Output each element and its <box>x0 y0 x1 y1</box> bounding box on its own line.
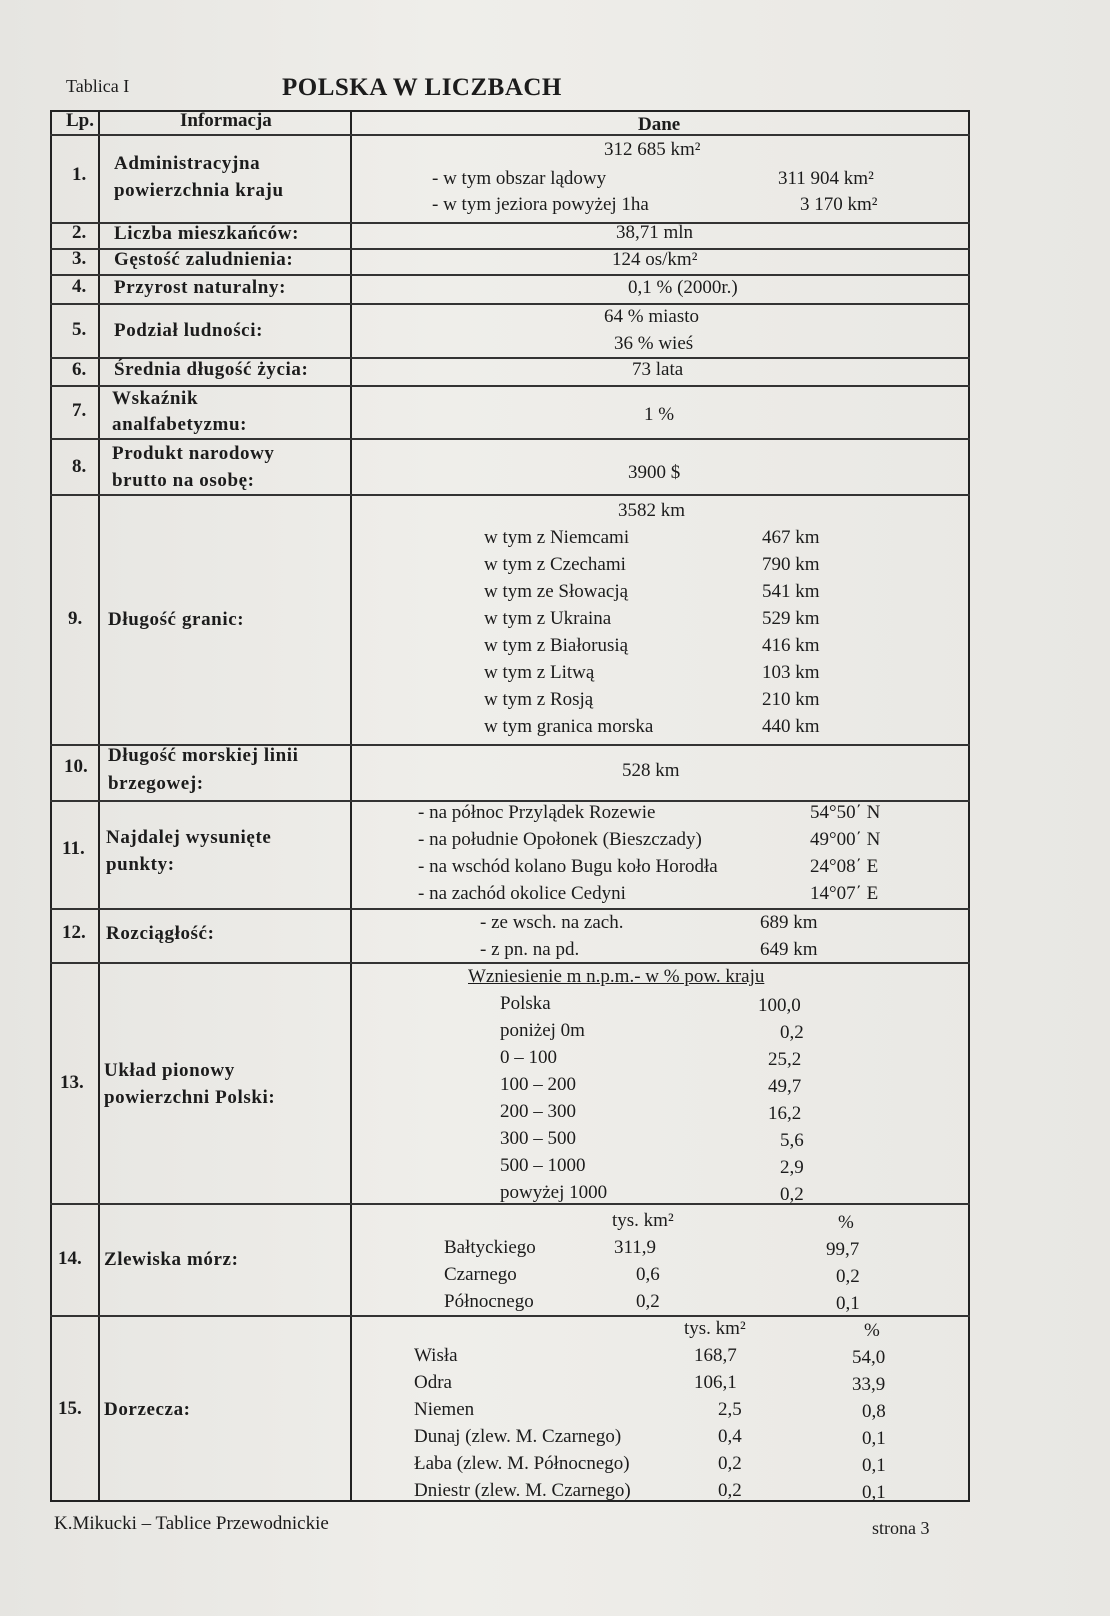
list-item-value: 33,9 <box>852 1374 886 1395</box>
list-item-value: 0,1 <box>862 1482 886 1503</box>
list-item-value: 54°50΄ N <box>810 802 881 823</box>
list-item-name: Polska <box>500 993 551 1014</box>
list-item-value: 0,8 <box>862 1401 886 1422</box>
list-item-name: w tym ze Słowacją <box>484 581 629 602</box>
row-number: 1. <box>72 164 87 185</box>
list-item-name: Dunaj (zlew. M. Czarnego) <box>414 1426 622 1447</box>
row-value: 73 lata <box>632 359 684 380</box>
list-item-area: 0,2 <box>718 1480 742 1501</box>
row-sub-value: 3 170 km² <box>800 194 878 215</box>
list-item-name: w tym z Rosją <box>484 689 594 710</box>
percent-header: % <box>864 1320 880 1341</box>
list-item-value: 529 km <box>762 608 820 629</box>
list-item-value: 0,1 <box>862 1428 886 1449</box>
row-sub-label: - w tym obszar lądowy <box>432 168 607 189</box>
list-item-value: 0,2 <box>836 1266 860 1287</box>
list-item-name: Niemen <box>414 1399 475 1420</box>
row-label: Długość granic: <box>108 609 245 630</box>
list-item-value: 14°07΄ E <box>810 883 879 904</box>
list-item-name: Północnego <box>444 1291 534 1312</box>
list-item-name: Dniestr (zlew. M. Czarnego) <box>414 1480 631 1501</box>
row-value: 124 os/km² <box>612 249 698 270</box>
list-item-area: 168,7 <box>694 1345 737 1366</box>
list-item-name: 200 – 300 <box>500 1101 576 1122</box>
list-item-value: 467 km <box>762 527 820 548</box>
col-divider-lp <box>98 110 100 1502</box>
list-item-name: 300 – 500 <box>500 1128 576 1149</box>
row-sub-label: - ze wsch. na zach. <box>480 912 624 933</box>
row-label: Przyrost naturalny: <box>114 277 286 298</box>
list-item-name: w tym granica morska <box>484 716 654 737</box>
list-item-name: w tym z Białorusią <box>484 635 629 656</box>
list-item-area: 106,1 <box>694 1372 737 1393</box>
list-item-name: 500 – 1000 <box>500 1155 586 1176</box>
row-label: Układ pionowy <box>104 1060 235 1081</box>
col-header-info: Informacja <box>180 110 272 131</box>
row-divider <box>50 962 970 964</box>
row-label: Dorzecza: <box>104 1399 191 1420</box>
list-item-value: 103 km <box>762 662 820 683</box>
row-number: 5. <box>72 319 87 340</box>
row-number: 15. <box>58 1398 82 1419</box>
row-divider <box>50 303 970 305</box>
row-value: 0,1 % (2000r.) <box>628 277 738 298</box>
table-label: Tablica I <box>66 76 130 96</box>
row-number: 13. <box>60 1072 84 1093</box>
list-item-name: - na południe Opołonek (Bieszczady) <box>418 829 702 850</box>
list-item-value: 54,0 <box>852 1347 886 1368</box>
row-value: 38,71 mln <box>616 222 694 243</box>
row-number: 4. <box>72 276 87 297</box>
row-number: 10. <box>64 756 88 777</box>
row-label: powierzchnia kraju <box>114 180 284 201</box>
list-item-area: 0,4 <box>718 1426 742 1447</box>
row-label: brzegowej: <box>108 773 204 794</box>
list-item-name: Czarnego <box>444 1264 517 1285</box>
row-value: 36 % wieś <box>614 333 694 354</box>
list-item-name: w tym z Czechami <box>484 554 626 575</box>
list-item-name: w tym z Ukraina <box>484 608 612 629</box>
list-item-name: w tym z Litwą <box>484 662 595 683</box>
row-value: 64 % miasto <box>604 306 699 327</box>
percent-header: % <box>838 1212 854 1233</box>
list-item-name: Odra <box>414 1372 452 1393</box>
list-item-value: 49,7 <box>768 1076 802 1097</box>
unit-header: tys. km² <box>612 1210 674 1231</box>
row-sub-label: - w tym jeziora powyżej 1ha <box>432 194 649 215</box>
row-label: brutto na osobę: <box>112 470 255 491</box>
list-item-value: 24°08΄ E <box>810 856 879 877</box>
list-item-name: 0 – 100 <box>500 1047 557 1068</box>
row-label: Wskaźnik <box>112 388 199 409</box>
row-sub-value: 649 km <box>760 939 818 960</box>
list-item-value: 790 km <box>762 554 820 575</box>
unit-header: tys. km² <box>684 1318 746 1339</box>
row-divider <box>50 908 970 910</box>
row-sub-label: - z pn. na pd. <box>480 939 580 960</box>
page-number: strona 3 <box>872 1518 930 1538</box>
list-item-value: 0,1 <box>836 1293 860 1314</box>
list-item-name: - na północ Przylądek Rozewie <box>418 802 656 823</box>
list-item-area: 0,6 <box>636 1264 660 1285</box>
row-sub-value: 311 904 km² <box>778 168 874 189</box>
list-item-area: 0,2 <box>718 1453 742 1474</box>
row-number: 11. <box>62 838 85 859</box>
row-divider <box>50 494 970 496</box>
list-item-value: 0,2 <box>780 1184 804 1205</box>
row-number: 8. <box>72 456 87 477</box>
row-label: punkty: <box>106 854 175 875</box>
list-item-name: - na zachód okolice Cedyni <box>418 883 626 904</box>
list-item-name: w tym z Niemcami <box>484 527 630 548</box>
section-heading: Wzniesienie m n.p.m.- w % pow. kraju <box>468 966 765 987</box>
list-item-name: - na wschód kolano Bugu koło Horodła <box>418 856 718 877</box>
row-value: 528 km <box>622 760 680 781</box>
list-item-name: Wisła <box>414 1345 458 1366</box>
col-divider-info <box>350 110 352 1502</box>
list-item-value: 5,6 <box>780 1130 804 1151</box>
row-value: 3582 km <box>618 500 686 521</box>
list-item-value: 0,1 <box>862 1455 886 1476</box>
row-number: 2. <box>72 222 87 243</box>
row-number: 6. <box>72 359 87 380</box>
row-value: 3900 $ <box>628 462 681 483</box>
row-label: Długość morskiej linii <box>108 745 299 766</box>
row-label: Najdalej wysunięte <box>106 827 272 848</box>
row-label: Produkt narodowy <box>112 443 275 464</box>
row-divider <box>50 134 970 136</box>
row-sub-value: 689 km <box>760 912 818 933</box>
list-item-value: 49°00΄ N <box>810 829 881 850</box>
list-item-value: 2,9 <box>780 1157 804 1178</box>
list-item-value: 100,0 <box>758 995 801 1016</box>
row-label: Gęstość zaludnienia: <box>114 249 294 270</box>
list-item-name: Bałtyckiego <box>444 1237 536 1258</box>
list-item-name: powyżej 1000 <box>500 1182 608 1203</box>
row-label: powierzchni Polski: <box>104 1087 276 1108</box>
list-item-value: 541 km <box>762 581 820 602</box>
list-item-value: 25,2 <box>768 1049 802 1070</box>
list-item-value: 210 km <box>762 689 820 710</box>
footer-source: K.Mikucki – Tablice Przewodnickie <box>54 1513 329 1534</box>
row-number: 9. <box>68 608 83 629</box>
row-number: 12. <box>62 922 86 943</box>
list-item-name: 100 – 200 <box>500 1074 576 1095</box>
row-number: 14. <box>58 1248 82 1269</box>
list-item-name: Łaba (zlew. M. Północnego) <box>414 1453 630 1474</box>
list-item-area: 0,2 <box>636 1291 660 1312</box>
page-title: POLSKA W LICZBACH <box>282 74 562 101</box>
list-item-value: 99,7 <box>826 1239 860 1260</box>
list-item-value: 416 km <box>762 635 820 656</box>
row-value: 1 % <box>644 404 675 425</box>
row-label: Liczba mieszkańców: <box>114 223 300 244</box>
row-divider <box>50 1315 970 1317</box>
row-label: Podział ludności: <box>114 320 264 341</box>
list-item-name: poniżej 0m <box>500 1020 585 1041</box>
row-label: Zlewiska mórz: <box>104 1249 239 1270</box>
col-header-data: Dane <box>638 114 681 135</box>
row-label: analfabetyzmu: <box>112 414 248 435</box>
col-header-lp: Lp. <box>66 110 94 131</box>
row-value: 312 685 km² <box>604 139 701 160</box>
list-item-area: 2,5 <box>718 1399 742 1420</box>
list-item-value: 0,2 <box>780 1022 804 1043</box>
row-label: Administracyjna <box>114 153 261 174</box>
row-label: Średnia długość życia: <box>114 359 309 380</box>
list-item-area: 311,9 <box>614 1237 657 1258</box>
list-item-value: 16,2 <box>768 1103 802 1124</box>
row-number: 7. <box>72 400 87 421</box>
list-item-value: 440 km <box>762 716 820 737</box>
row-label: Rozciągłość: <box>106 923 215 944</box>
row-number: 3. <box>72 248 87 269</box>
